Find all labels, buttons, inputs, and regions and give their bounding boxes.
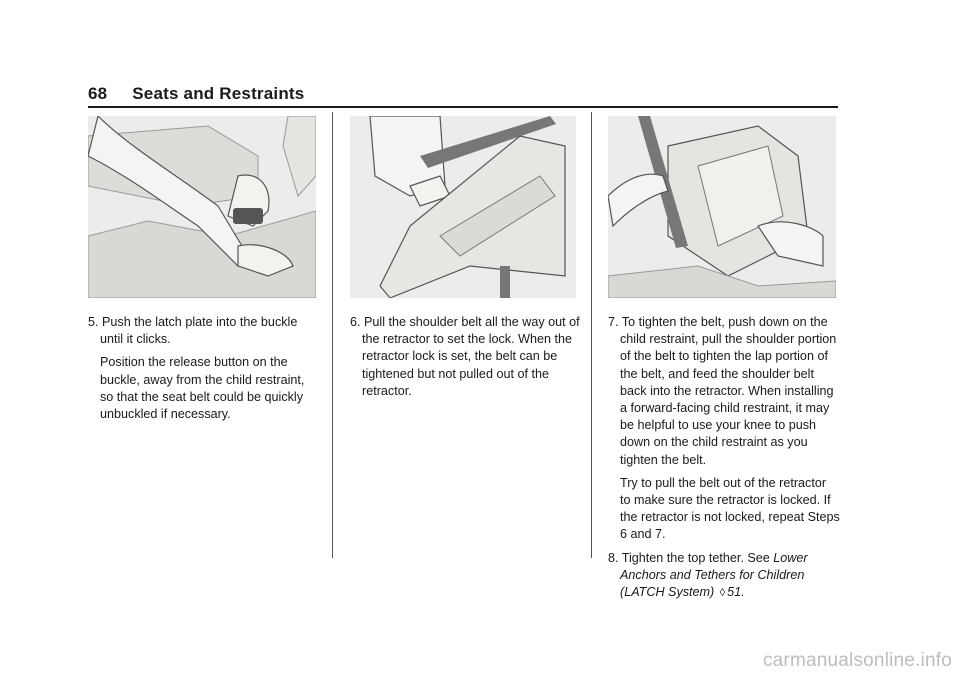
column-3-text [608, 314, 840, 602]
section-title: Seats and Restraints [132, 84, 305, 103]
header-rule [88, 106, 838, 108]
step-8-text: 8. Tighten the top tether. See [608, 550, 774, 565]
step-5-note: Position the release button on the buckle, away from the child restraint, so that the seat belt could be quickly unbuckled if necessary. [100, 355, 305, 422]
latch-reference-link[interactable]: Lower Anchors and Tethers for Children (LATCH System) [620, 550, 808, 600]
page-header [88, 84, 304, 104]
page-ref-icon: ◊ [719, 587, 726, 600]
figure-pull-shoulder-belt [350, 116, 576, 298]
step-8 [608, 550, 840, 603]
column-divider-2 [591, 112, 592, 558]
step-7: 7. To tighten the belt, push down on the child restraint, pull the shoulder portion of the belt to tighten the lap portion of the belt, and feed the shoulder belt back into the retractor. When installing a forward-facing child restraint, it may be helpful to use your knee to push down on the child restraint as you tighten the belt. [608, 315, 837, 467]
page-ref-number[interactable]: 51. [727, 585, 745, 600]
figure-latch-buckle [88, 116, 316, 298]
watermark: carmanualsonline.info [762, 650, 952, 671]
step-6: 6. Pull the shoulder belt all the way out of the retractor to set the lock. When the retractor lock is set, the belt can be tightened but not pulled out of the retractor. [350, 315, 580, 398]
column-2-text [350, 314, 580, 400]
page-number: 68 [88, 84, 108, 103]
step-7-note: Try to pull the belt out of the retractor to make sure the retractor is locked. If the retractor is not locked, repeat Steps 6 and 7. [620, 475, 840, 542]
column-1-text [88, 314, 320, 423]
step-5: 5. Push the latch plate into the buckle until it clicks. [88, 315, 298, 347]
column-divider-1 [332, 112, 333, 558]
figure-tighten-belt [608, 116, 836, 298]
